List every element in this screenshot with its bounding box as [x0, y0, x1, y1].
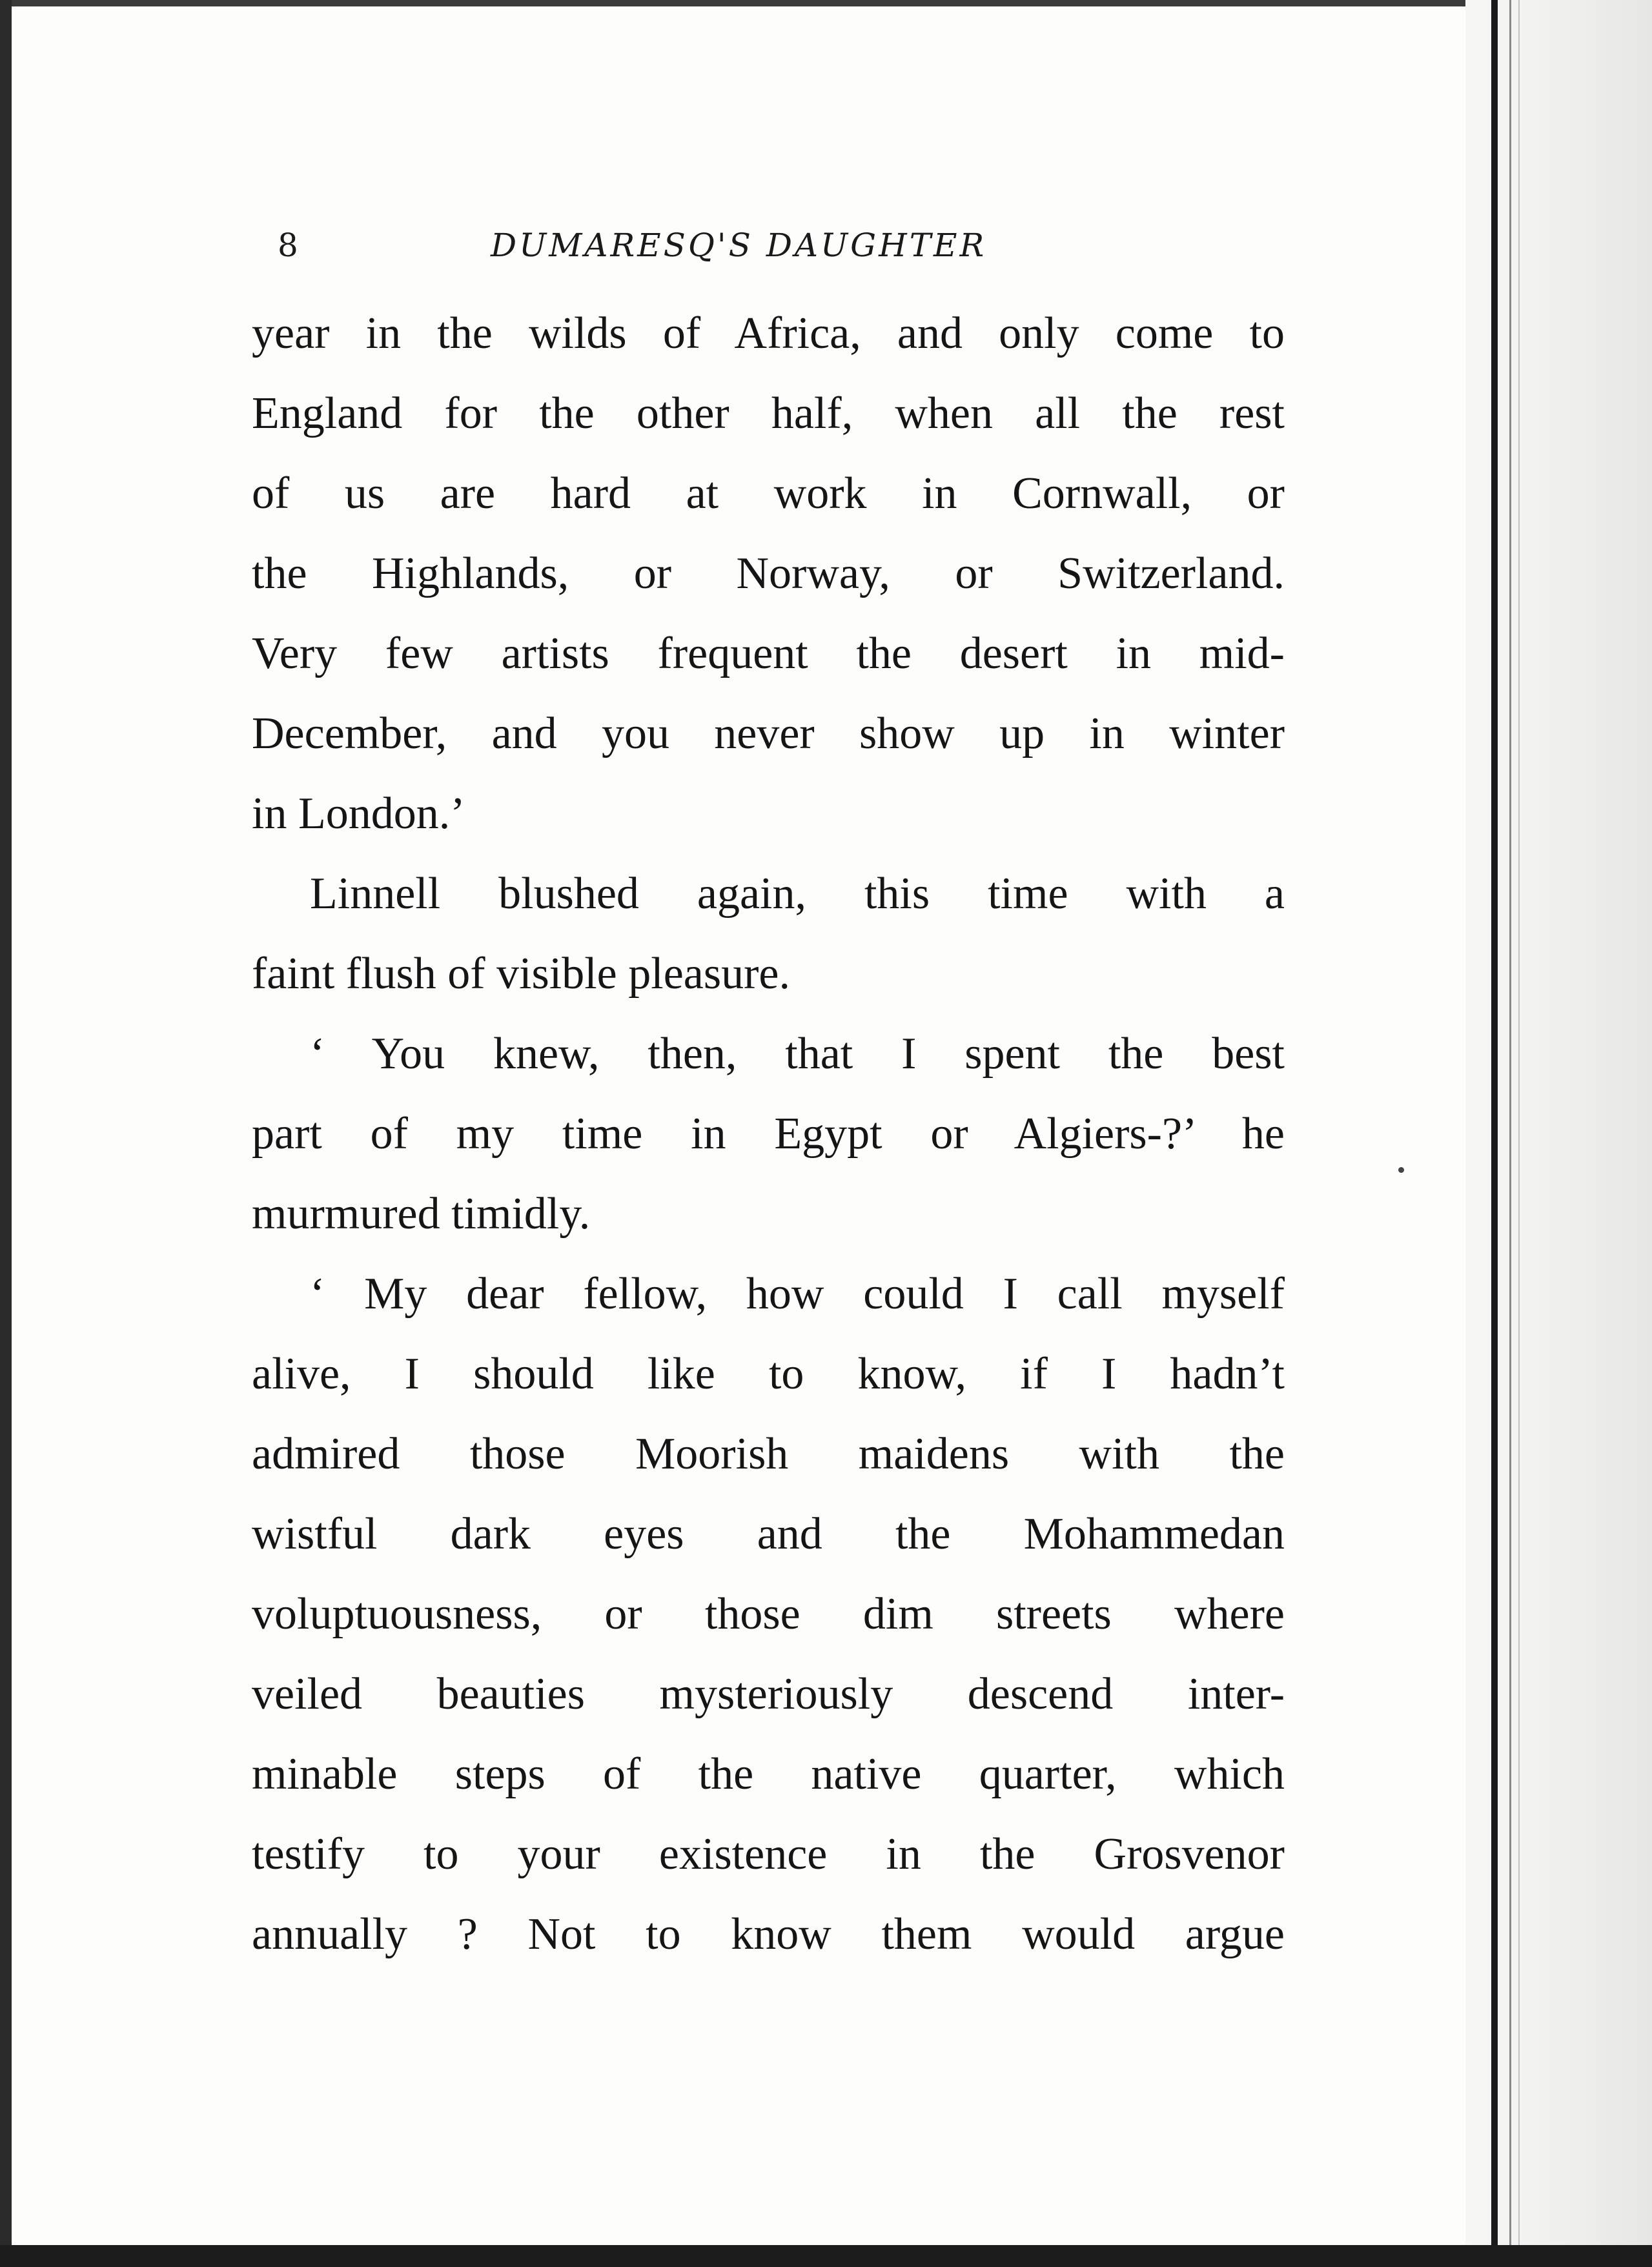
- page-number: 8: [278, 227, 298, 264]
- text-line: Linnell blushed again, this time with a: [310, 869, 1285, 919]
- text-line: part of my time in Egypt or Algiers-?’ he: [252, 1109, 1285, 1159]
- text-line: ‘ You knew, then, that I spent the best: [310, 1029, 1285, 1079]
- text-line: testify to your existence in the Grosvenor: [252, 1829, 1285, 1879]
- paragraph: [252, 294, 1285, 854]
- running-head: DUMARESQ'S DAUGHTER: [491, 227, 987, 264]
- binding-shadow: [1509, 0, 1511, 2246]
- paper-speck: [1398, 1167, 1404, 1173]
- binding-line: [1491, 0, 1498, 2246]
- paragraph: [252, 1254, 1285, 1975]
- text-line: wistful dark eyes and the Mohammedan: [252, 1509, 1285, 1559]
- text-line: of us are hard at work in Cornwall, or: [252, 469, 1285, 518]
- binding-shadow-light: [1518, 0, 1520, 2246]
- text-line: year in the wilds of Africa, and only come to: [252, 309, 1285, 358]
- text-line: in London.’: [252, 789, 465, 839]
- body-text: [252, 294, 1285, 1975]
- text-line: England for the other half, when all the rest: [252, 389, 1285, 438]
- text-line: December, and you never show up in winter: [252, 709, 1285, 758]
- scan-edge-top: [0, 0, 1652, 6]
- text-line: ‘ My dear fellow, how could I call myself: [310, 1269, 1285, 1319]
- paragraph: [252, 854, 1285, 1014]
- scan-edge-left: [0, 0, 12, 2267]
- text-line: the Highlands, or Norway, or Switzerland.: [252, 549, 1285, 598]
- scan-edge-bottom: [0, 2245, 1652, 2267]
- paragraph: [252, 1014, 1285, 1254]
- page-header: [278, 219, 1285, 271]
- text-line: annually ? Not to know them would argue: [252, 1909, 1285, 1959]
- text-line: Very few artists frequent the desert in mid-: [252, 629, 1285, 678]
- text-line: veiled beauties mysteriously descend inter-: [252, 1669, 1285, 1719]
- text-line: faint flush of visible pleasure.: [252, 949, 790, 999]
- text-line: minable steps of the native quarter, which: [252, 1749, 1285, 1799]
- text-line: murmured timidly.: [252, 1189, 591, 1239]
- text-line: alive, I should like to know, if I hadn’t: [252, 1349, 1285, 1399]
- text-line: admired those Moorish maidens with the: [252, 1429, 1285, 1479]
- text-line: voluptuousness, or those dim streets where: [252, 1589, 1285, 1639]
